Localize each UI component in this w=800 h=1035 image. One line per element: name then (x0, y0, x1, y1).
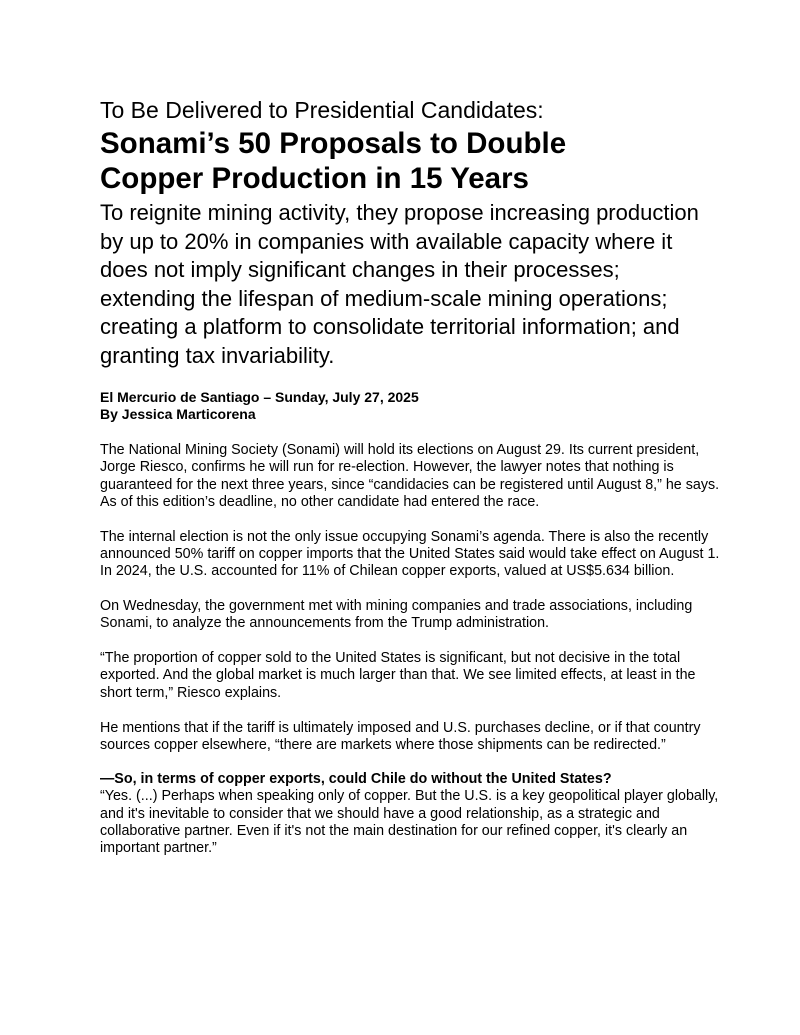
headline (100, 126, 720, 196)
headline-line-1: Sonami’s 50 Proposals to Double (100, 127, 567, 160)
deck: To reignite mining activity, they propose increasing production by up to 20% in companies with available capacity where it does not imply significant changes in their processes; extending the lifespan of medium-scale mining operations; creating a platform to consolidate territorial information; and granting tax invariability. (100, 200, 699, 368)
interview-answer: “Yes. (...) Perhaps when speaking only of copper. But the U.S. is a key geopolitical player globally, and it's inevitable to consider that we should have a good relationship, as a strategic and collaborative partner. Even if it's not the main destination for our refined copper, it's clearly an important partner.” (100, 788, 719, 857)
interview-question: —So, in terms of copper exports, could Chile do without the United States? (100, 771, 612, 788)
paragraph: The internal election is not the only issue occupying Sonami’s agenda. There is also the recently announced 50% tariff on copper imports that the United States said would take effect on August 1. In 2024, the U.S. accounted for 11% of Chilean copper exports, valued at US$5.634 billion. (100, 528, 720, 580)
paragraph: On Wednesday, the government met with mining companies and trade associations, including Sonami, to analyze the announcements from the Trump administration. (100, 598, 693, 632)
paragraph: “The proportion of copper sold to the United States is significant, but not decisive in the total exported. And the global market is much larger than that. We see limited effects, at least in the short term,” Riesco explains. (100, 650, 696, 701)
article (100, 96, 720, 858)
kicker: To Be Delivered to Presidential Candidates: (100, 97, 544, 123)
paragraph: The National Mining Society (Sonami) will hold its elections on August 29. Its current president, Jorge Riesco, confirms he will run for re-election. However, the lawyer notes that nothing is guaranteed for the next three years, since “candidacies can be registered until August 8,” he says. As of this edition’s deadline, no other candidate had entered the race. (100, 442, 720, 510)
author-line: By Jessica Marticorena (100, 406, 256, 422)
headline-line-2: Copper Production in 15 Years (100, 162, 529, 195)
paragraph: He mentions that if the tariff is ultimately imposed and U.S. purchases decline, or if that country sources copper elsewhere, “there are markets where those shipments can be redirected.” (100, 719, 701, 753)
byline (100, 389, 720, 423)
source-line: El Mercurio de Santiago – Sunday, July 27, 2025 (100, 389, 419, 405)
